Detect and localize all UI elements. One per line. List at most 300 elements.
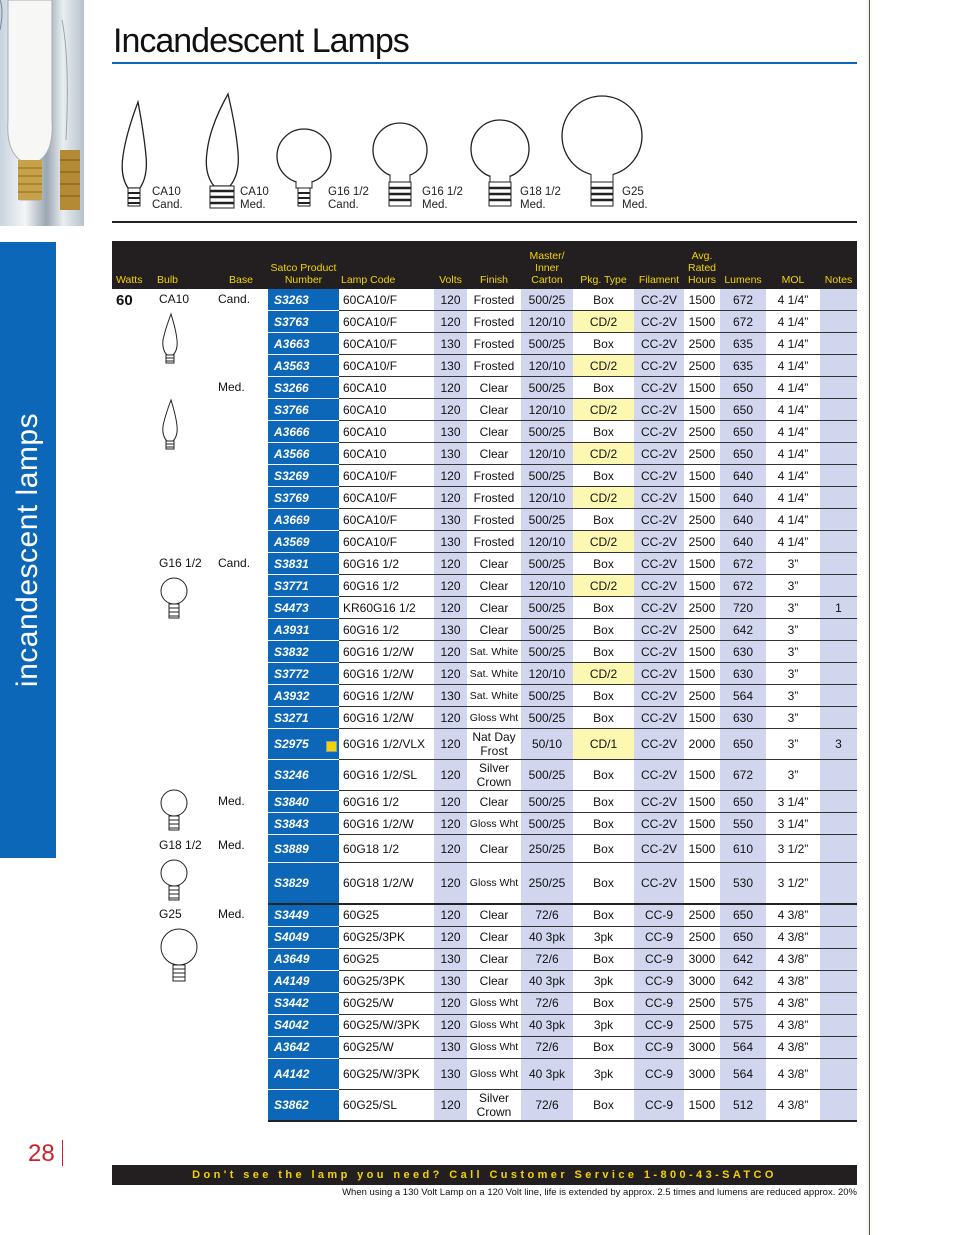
finish: Gloss Wht <box>467 1014 521 1036</box>
mol: 4 1/4” <box>766 465 820 487</box>
pkg-type: CD/1 <box>573 729 634 760</box>
product-number-text: S3442 <box>274 996 309 1010</box>
volts: 120 <box>434 863 467 904</box>
rated-hours: 1500 <box>684 760 720 791</box>
mol: 4 1/4” <box>766 377 820 399</box>
filament: CC-2V <box>634 863 684 904</box>
pkg-type: Box <box>573 641 634 663</box>
col-header-base: Base <box>214 241 268 289</box>
carton: 500/25 <box>521 465 573 487</box>
page-number: 28 <box>28 1140 55 1167</box>
carton: 500/25 <box>521 619 573 641</box>
finish: Clear <box>467 835 521 863</box>
volts: 130 <box>434 1058 467 1089</box>
filament: CC-2V <box>634 663 684 685</box>
table-row <box>112 835 857 863</box>
product-number-text: S3832 <box>274 644 309 659</box>
base-cell: Cand. <box>218 292 251 306</box>
mol: 3 1/4” <box>766 813 820 835</box>
lumens: 642 <box>720 948 766 970</box>
finish: Clear <box>467 575 521 597</box>
volts: 130 <box>434 333 467 355</box>
mol: 4 3/8” <box>766 1058 820 1089</box>
lumens: 550 <box>720 813 766 835</box>
volts: 120 <box>434 707 467 729</box>
product-number <box>268 970 339 992</box>
pkg-type: CD/2 <box>573 487 634 509</box>
finish: Clear <box>467 553 521 575</box>
volts: 120 <box>434 926 467 948</box>
filament: CC-2V <box>634 311 684 333</box>
product-number-text: S3271 <box>274 710 309 725</box>
product-number <box>268 553 339 575</box>
lumens: 672 <box>720 760 766 791</box>
bulb-code: G16 1/2 <box>159 555 202 570</box>
pkg-type: Box <box>573 791 634 813</box>
filament: CC-9 <box>634 1058 684 1089</box>
carton: 72/6 <box>521 904 573 927</box>
pkg-type: CD/2 <box>573 443 634 465</box>
bulb-shapes-row <box>112 94 857 218</box>
pkg-type: Box <box>573 760 634 791</box>
filament: CC-2V <box>634 760 684 791</box>
lumens: 650 <box>720 791 766 813</box>
product-number <box>268 835 339 863</box>
product-number <box>268 663 339 685</box>
volts: 120 <box>434 377 467 399</box>
col-header-volts: Volts <box>434 241 467 289</box>
carton: 40 3pk <box>521 970 573 992</box>
bulb-code: CA10 <box>152 186 181 198</box>
pkg-type: Box <box>573 835 634 863</box>
product-number-text: S3772 <box>274 666 309 681</box>
mol: 4 1/4” <box>766 421 820 443</box>
bulb-row-rule <box>112 221 857 223</box>
mol: 3” <box>766 760 820 791</box>
product-number-text: S3840 <box>274 794 309 809</box>
lamp-code: 60G16 1/2/SL <box>339 760 434 791</box>
table-row <box>112 377 857 399</box>
table-row <box>112 904 857 927</box>
watts-cell <box>112 289 155 1121</box>
lamp-code: 60G18 1/2 <box>339 835 434 863</box>
lumens: 630 <box>720 707 766 729</box>
lamp-code: 60G25/3PK <box>339 926 434 948</box>
rated-hours: 1500 <box>684 663 720 685</box>
notes <box>820 863 857 904</box>
notes <box>820 443 857 465</box>
product-number-text: S3449 <box>274 908 309 922</box>
product-number-text: S3843 <box>274 816 309 831</box>
pkg-type: Box <box>573 904 634 927</box>
product-number-text: S4042 <box>274 1018 309 1032</box>
product-number-text: A3666 <box>274 424 310 439</box>
lamp-code: KR60G16 1/2 <box>339 597 434 619</box>
volts: 120 <box>434 311 467 333</box>
filament: CC-9 <box>634 1014 684 1036</box>
mol: 3” <box>766 553 820 575</box>
page-edge-rule <box>869 0 870 1235</box>
pkg-type: Box <box>573 333 634 355</box>
lamp-code: 60G16 1/2 <box>339 791 434 813</box>
lamp-code: 60CA10/F <box>339 289 434 311</box>
carton: 120/10 <box>521 531 573 553</box>
notes <box>820 685 857 707</box>
globe-small-medium-bulb-icon <box>372 120 428 212</box>
pkg-type: Box <box>573 1089 634 1121</box>
col-header-product-number: Satco Product Number <box>268 241 339 289</box>
carton: 500/25 <box>521 791 573 813</box>
pkg-type: Box <box>573 465 634 487</box>
product-number-text: S3829 <box>274 875 309 890</box>
product-number-text: S3862 <box>274 1097 309 1112</box>
volts: 120 <box>434 641 467 663</box>
lumens: 640 <box>720 487 766 509</box>
rated-hours: 1500 <box>684 707 720 729</box>
bulb-shape-g16-med <box>372 94 468 218</box>
finish: Frosted <box>467 509 521 531</box>
mol: 4 1/4” <box>766 487 820 509</box>
notes <box>820 311 857 333</box>
pkg-type: 3pk <box>573 970 634 992</box>
carton: 120/10 <box>521 311 573 333</box>
bulb-cell <box>155 904 214 1121</box>
product-number <box>268 487 339 509</box>
product-number-text: A3931 <box>274 622 310 637</box>
lamp-code: 60G25/W <box>339 992 434 1014</box>
finish: Clear <box>467 948 521 970</box>
product-number-text: A3649 <box>274 952 310 966</box>
volts: 120 <box>434 791 467 813</box>
globe-bulb-icon <box>159 576 189 622</box>
notes <box>820 1058 857 1089</box>
carton: 500/25 <box>521 421 573 443</box>
product-number <box>268 421 339 443</box>
icon-spacer <box>159 364 212 392</box>
volts: 130 <box>434 531 467 553</box>
mol: 4 1/4” <box>766 289 820 311</box>
carton: 500/25 <box>521 641 573 663</box>
bulb-base: Cand. <box>152 199 183 211</box>
base-cell: Med. <box>218 906 245 921</box>
globe-large-bulb-icon <box>159 927 199 985</box>
filament: CC-2V <box>634 399 684 421</box>
bulb-base: Med. <box>240 199 266 211</box>
lumens: 650 <box>720 443 766 465</box>
filament: CC-2V <box>634 465 684 487</box>
product-number <box>268 791 339 813</box>
bulb-code: CA10 <box>159 292 190 306</box>
lumens: 640 <box>720 531 766 553</box>
finish: Clear <box>467 926 521 948</box>
volts: 130 <box>434 421 467 443</box>
bulb-code: G25 <box>159 906 182 921</box>
pkg-type: Box <box>573 421 634 443</box>
bulb-cell <box>155 553 214 835</box>
notes <box>820 509 857 531</box>
filament: CC-9 <box>634 992 684 1014</box>
volts: 120 <box>434 663 467 685</box>
bulb-base: Cand. <box>328 199 359 211</box>
rated-hours: 2500 <box>684 597 720 619</box>
finish: Clear <box>467 421 521 443</box>
carton: 120/10 <box>521 443 573 465</box>
col-header-carton: Master/ Inner Carton <box>521 241 573 289</box>
carton: 72/6 <box>521 1089 573 1121</box>
product-number-text: S3246 <box>274 768 309 782</box>
product-number-text: A3669 <box>274 512 310 527</box>
notes <box>820 813 857 835</box>
rated-hours: 3000 <box>684 1036 720 1058</box>
carton: 40 3pk <box>521 1058 573 1089</box>
lamp-code: 60CA10 <box>339 443 434 465</box>
col-header-finish: Finish <box>467 241 521 289</box>
customer-service-callout: Don't see the lamp you need? Call Customer Service 1-800-43-SATCO <box>112 1165 857 1185</box>
rated-hours: 1500 <box>684 553 720 575</box>
notes <box>820 421 857 443</box>
mol: 4 3/8” <box>766 926 820 948</box>
lamp-code: 60G16 1/2/W <box>339 685 434 707</box>
mol: 4 3/8” <box>766 970 820 992</box>
volts: 120 <box>434 399 467 421</box>
bulb-code: G16 1/2 <box>328 186 369 198</box>
base-cell: Cand. <box>218 555 251 570</box>
lumens: 650 <box>720 904 766 927</box>
pkg-type: Box <box>573 377 634 399</box>
notes <box>820 487 857 509</box>
product-number <box>268 904 339 927</box>
product-number <box>268 926 339 948</box>
product-number-text: S3266 <box>274 380 309 395</box>
rated-hours: 3000 <box>684 970 720 992</box>
mol: 3” <box>766 619 820 641</box>
product-number-text: S3766 <box>274 402 309 417</box>
mol: 3 1/4” <box>766 791 820 813</box>
carton: 120/10 <box>521 575 573 597</box>
notes <box>820 641 857 663</box>
pkg-type: 3pk <box>573 1014 634 1036</box>
notes <box>820 399 857 421</box>
finish: Clear <box>467 399 521 421</box>
rated-hours: 1500 <box>684 1089 720 1121</box>
flame-bulb-icon <box>159 312 181 364</box>
rated-hours: 2500 <box>684 421 720 443</box>
lumens: 635 <box>720 333 766 355</box>
mol: 4 3/8” <box>766 948 820 970</box>
lamp-code: 60G16 1/2 <box>339 575 434 597</box>
lamp-code: 60CA10 <box>339 399 434 421</box>
filament: CC-2V <box>634 421 684 443</box>
mol: 4 3/8” <box>766 1014 820 1036</box>
title-rule <box>112 62 857 64</box>
finish: Clear <box>467 970 521 992</box>
carton: 500/25 <box>521 509 573 531</box>
finish: Silver Crown <box>467 1089 521 1121</box>
rated-hours: 2500 <box>684 531 720 553</box>
lamp-code: 60G16 1/2/W <box>339 663 434 685</box>
finish: Sat. White <box>467 685 521 707</box>
finish: Gloss Wht <box>467 707 521 729</box>
pkg-type: 3pk <box>573 1058 634 1089</box>
table-header-row <box>112 241 857 289</box>
notes <box>820 1036 857 1058</box>
notes <box>820 333 857 355</box>
lamp-code: 60G16 1/2/W <box>339 813 434 835</box>
carton: 500/25 <box>521 707 573 729</box>
carton: 500/25 <box>521 333 573 355</box>
product-number-text: S3831 <box>274 556 309 571</box>
rated-hours: 1500 <box>684 863 720 904</box>
lamp-code: 60CA10/F <box>339 465 434 487</box>
icon-spacer <box>159 622 212 782</box>
lamp-code: 60G25/W/3PK <box>339 1014 434 1036</box>
product-number <box>268 399 339 421</box>
lamp-code: 60G25 <box>339 904 434 927</box>
page-number-rule <box>62 1140 63 1166</box>
mol: 3” <box>766 597 820 619</box>
product-number <box>268 685 339 707</box>
product-number-text: S3771 <box>274 578 309 593</box>
mol: 3” <box>766 707 820 729</box>
lumens: 530 <box>720 863 766 904</box>
finish: Clear <box>467 904 521 927</box>
notes <box>820 926 857 948</box>
bulb-base: Med. <box>622 199 648 211</box>
filament: CC-2V <box>634 553 684 575</box>
mol: 4 3/8” <box>766 992 820 1014</box>
product-number-text: S4049 <box>274 930 309 944</box>
bulb-shape-ca10-cand <box>112 94 202 218</box>
lumens: 642 <box>720 970 766 992</box>
product-number <box>268 707 339 729</box>
mol: 3” <box>766 641 820 663</box>
lumens: 575 <box>720 1014 766 1036</box>
lamp-code: 60CA10 <box>339 377 434 399</box>
lamp-code: 60G16 1/2/W <box>339 707 434 729</box>
volts: 130 <box>434 443 467 465</box>
finish: Clear <box>467 619 521 641</box>
filament: CC-2V <box>634 707 684 729</box>
filament: CC-2V <box>634 509 684 531</box>
product-number-text: S3769 <box>274 490 309 505</box>
lamp-code: 60CA10 <box>339 421 434 443</box>
rated-hours: 1500 <box>684 575 720 597</box>
pkg-type: Box <box>573 685 634 707</box>
lumens: 672 <box>720 289 766 311</box>
pkg-type: Box <box>573 707 634 729</box>
col-header-watts: Watts <box>112 241 155 289</box>
product-number-text: A3642 <box>274 1040 310 1054</box>
volts: 130 <box>434 948 467 970</box>
product-number-text: S3889 <box>274 841 309 856</box>
filament: CC-9 <box>634 1089 684 1121</box>
table-row <box>112 289 857 311</box>
product-number-text: A3932 <box>274 688 310 703</box>
pkg-type: Box <box>573 597 634 619</box>
volts: 120 <box>434 992 467 1014</box>
lumens: 650 <box>720 377 766 399</box>
mol: 4 3/8” <box>766 1036 820 1058</box>
finish: Clear <box>467 791 521 813</box>
notes <box>820 289 857 311</box>
finish: Clear <box>467 377 521 399</box>
pkg-type: CD/2 <box>573 311 634 333</box>
rated-hours: 1500 <box>684 791 720 813</box>
carton: 250/25 <box>521 835 573 863</box>
product-number <box>268 443 339 465</box>
mol: 4 1/4” <box>766 311 820 333</box>
base-cell: Med. <box>218 837 245 852</box>
lamp-code: 60G16 1/2/VLX <box>339 729 434 760</box>
pkg-type: CD/2 <box>573 531 634 553</box>
bulb-code: G25 <box>622 186 644 198</box>
mol: 4 1/4” <box>766 355 820 377</box>
volts: 120 <box>434 553 467 575</box>
col-header-hours: Avg. Rated Hours <box>684 241 720 289</box>
notes <box>820 1089 857 1121</box>
carton: 120/10 <box>521 487 573 509</box>
rated-hours: 2500 <box>684 904 720 927</box>
rated-hours: 1500 <box>684 377 720 399</box>
notes <box>820 760 857 791</box>
filament: CC-2V <box>634 597 684 619</box>
base-cell: Med. <box>218 793 245 808</box>
finish: Frosted <box>467 311 521 333</box>
notes <box>820 663 857 685</box>
col-header-notes: Notes <box>820 241 857 289</box>
product-number <box>268 531 339 553</box>
filament: CC-2V <box>634 619 684 641</box>
globe-bulb-icon <box>159 788 189 834</box>
rated-hours: 2500 <box>684 992 720 1014</box>
filament: CC-2V <box>634 487 684 509</box>
lamp-code: 60CA10/F <box>339 355 434 377</box>
col-header-lumens: Lumens <box>720 241 766 289</box>
filament: CC-2V <box>634 355 684 377</box>
notes <box>820 1014 857 1036</box>
carton: 250/25 <box>521 863 573 904</box>
filament: CC-2V <box>634 443 684 465</box>
filament: CC-9 <box>634 948 684 970</box>
mol: 4 1/4” <box>766 443 820 465</box>
bulb-cell <box>155 289 214 553</box>
product-number <box>268 289 339 311</box>
rated-hours: 1500 <box>684 813 720 835</box>
product-number-text: A4142 <box>274 1066 310 1081</box>
volts: 120 <box>434 487 467 509</box>
product-number <box>268 641 339 663</box>
lamp-code: 60G16 1/2/W <box>339 641 434 663</box>
carton: 500/25 <box>521 377 573 399</box>
volts: 120 <box>434 760 467 791</box>
volts: 130 <box>434 619 467 641</box>
notes <box>820 835 857 863</box>
notes <box>820 707 857 729</box>
lumens: 672 <box>720 553 766 575</box>
rated-hours: 2500 <box>684 355 720 377</box>
lumens: 650 <box>720 729 766 760</box>
lamp-code: 60CA10/F <box>339 509 434 531</box>
sidebar-label: incandescent lamps <box>11 412 44 688</box>
volts: 120 <box>434 729 467 760</box>
lamp-code: 60G25/SL <box>339 1089 434 1121</box>
pkg-type: CD/2 <box>573 575 634 597</box>
finish: Gloss Wht <box>467 992 521 1014</box>
lumens: 564 <box>720 1058 766 1089</box>
new-product-marker-icon <box>326 741 337 752</box>
flame-medium-bulb-icon <box>200 90 244 212</box>
lumens: 642 <box>720 619 766 641</box>
